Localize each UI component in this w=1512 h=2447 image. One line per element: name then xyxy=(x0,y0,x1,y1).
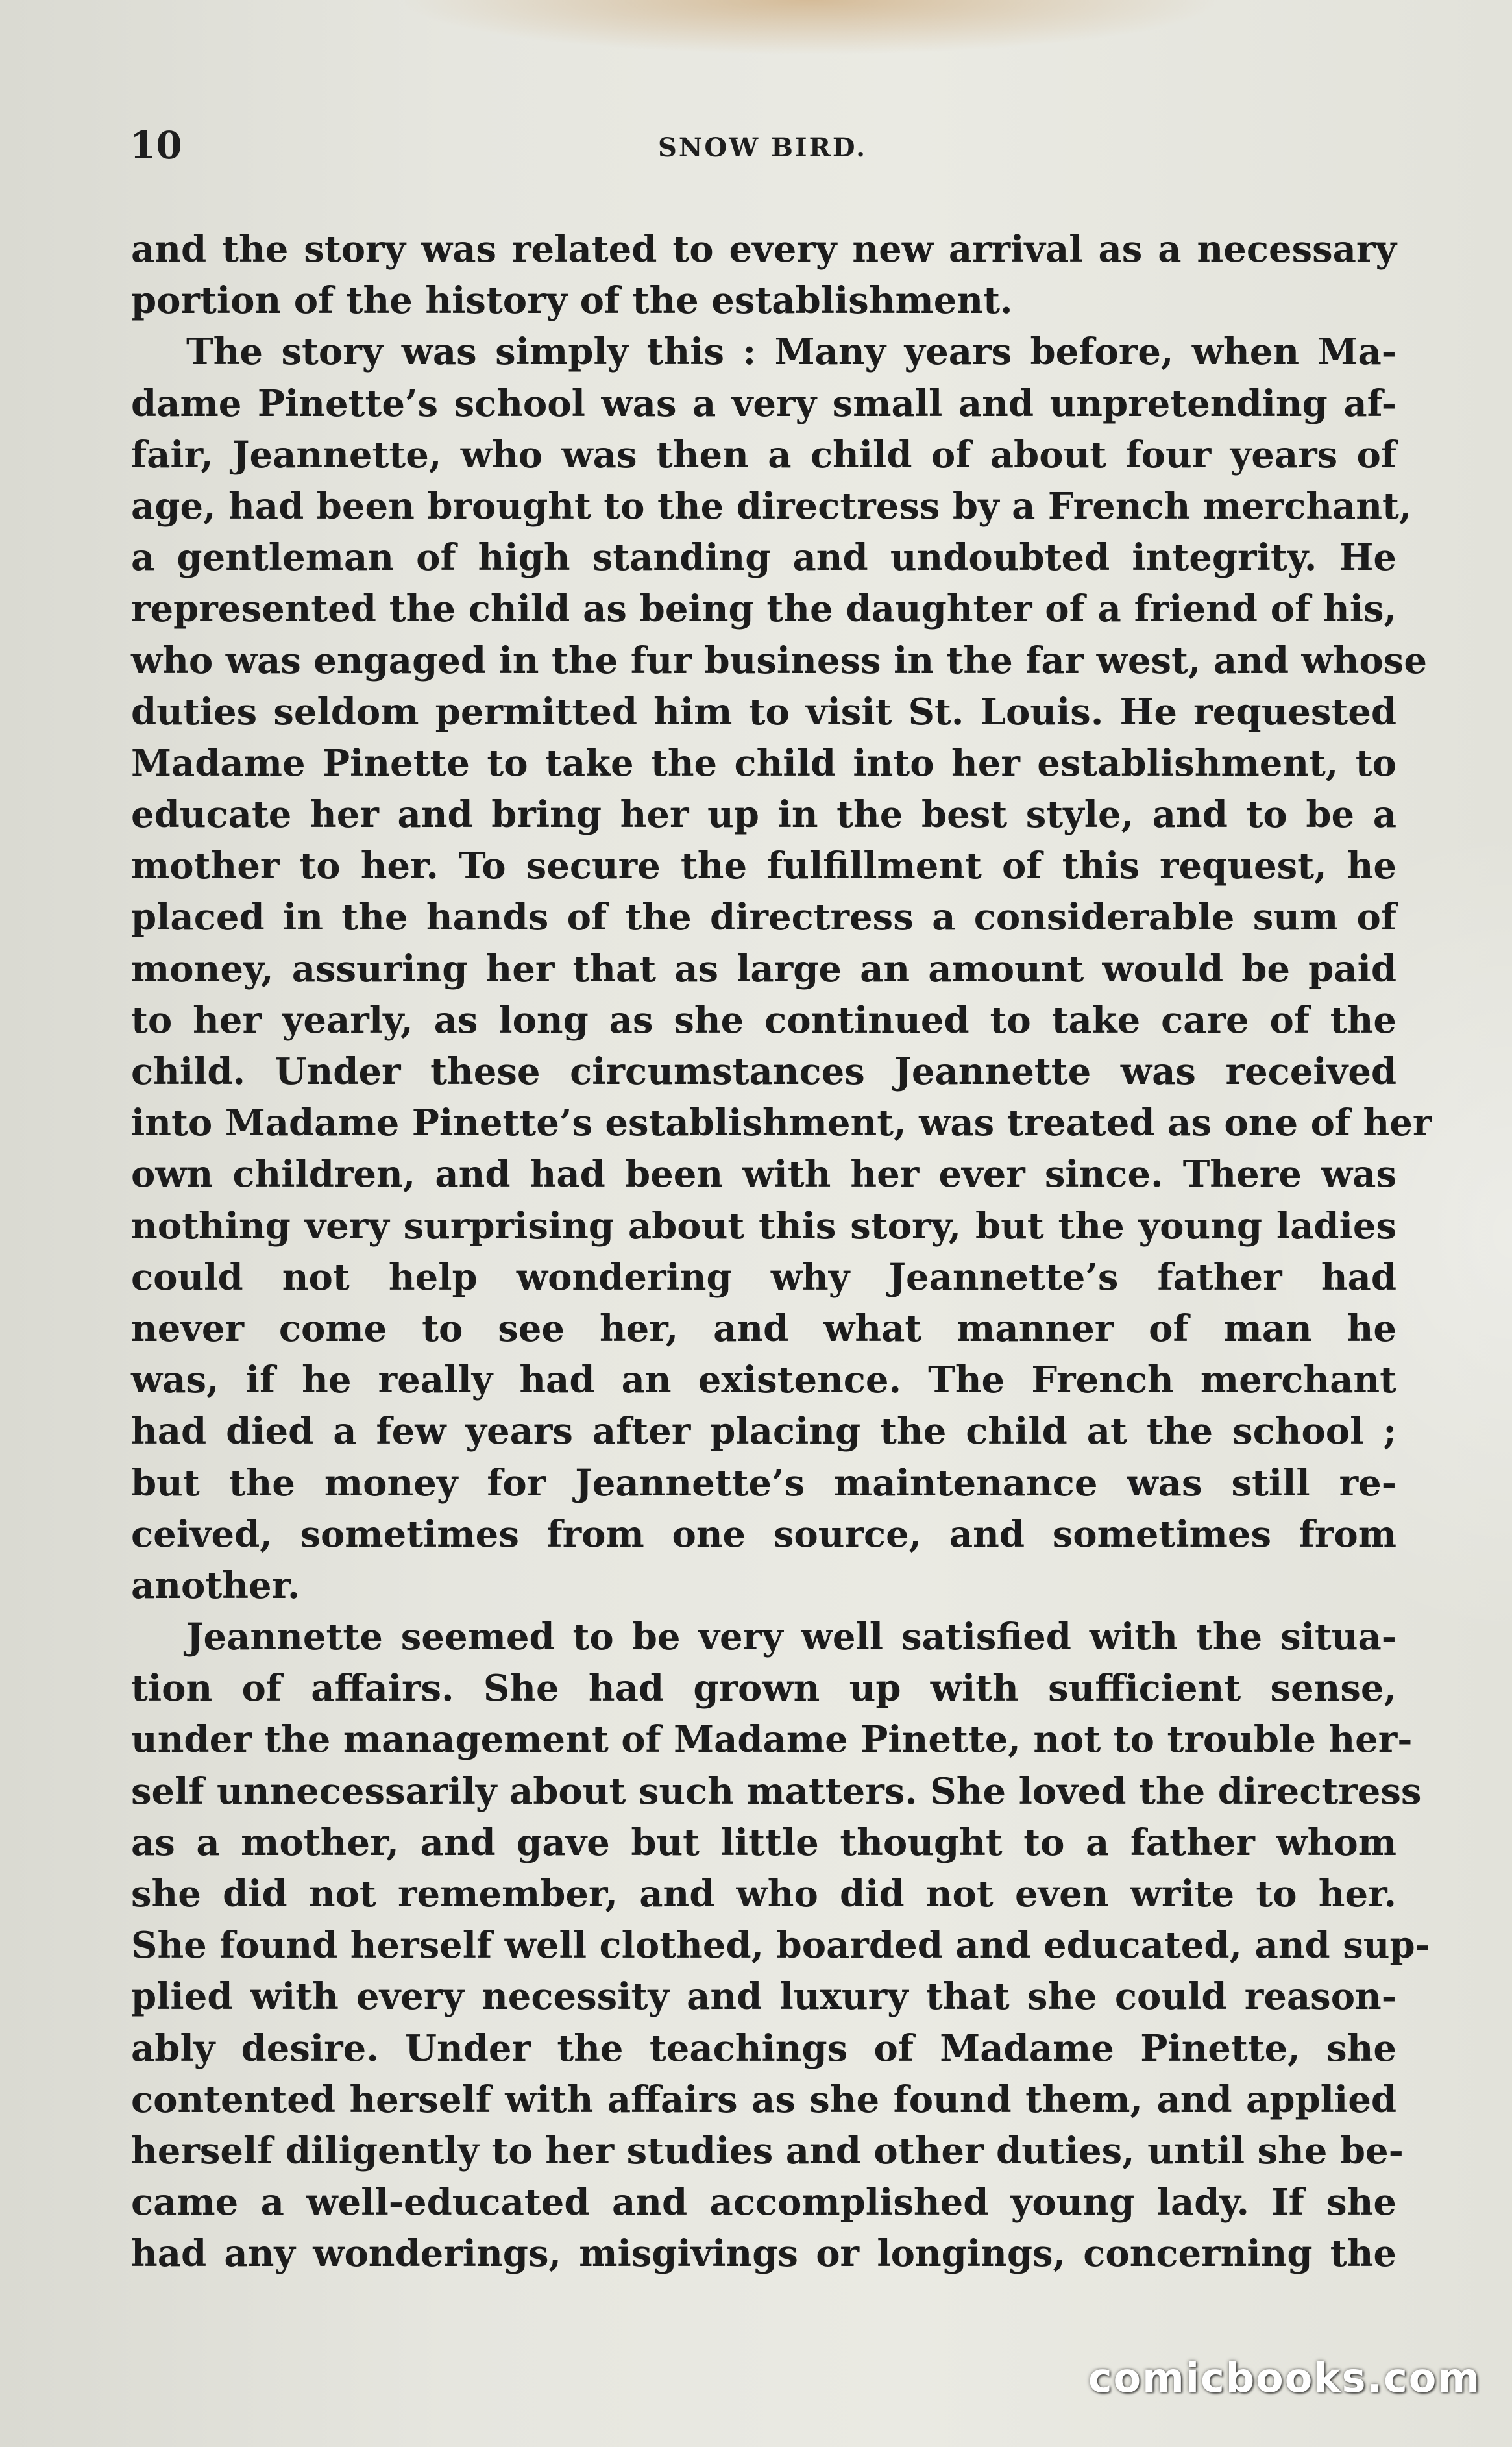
text-line: self unnecessarily about such matters. She loved the directress xyxy=(131,1769,1422,1813)
text-line: Jeannette seemed to be very well satisfied with the situa- xyxy=(186,1616,1396,1659)
text-line: age, had been brought to the directress by a French merchant, xyxy=(131,484,1412,528)
text-line: money, assuring her that as large an amount would be paid xyxy=(131,947,1396,990)
running-title: SNOW BIRD. xyxy=(657,132,868,163)
text-line: She found herself well clothed, boarded and educated, and sup- xyxy=(131,1924,1430,1967)
text-line: fair, Jeannette, who was then a child of about four years of xyxy=(131,433,1396,476)
text-line: and the story was related to every new arrival as a necessary xyxy=(131,228,1396,271)
text-line: dame Pinette’s school was a very small and unpretending af- xyxy=(131,382,1396,425)
body-text xyxy=(131,224,1432,2280)
text-line: duties seldom permitted him to visit St. Louis. He requested xyxy=(131,690,1396,733)
text-line: never come to see her, and what manner of man he xyxy=(131,1307,1396,1350)
text-line: represented the child as being the daughter of a friend of his, xyxy=(131,587,1396,631)
text-line: had died a few years after placing the child at the school ; xyxy=(131,1410,1396,1453)
text-line: into Madame Pinette’s establishment, was treated as one of her xyxy=(131,1101,1432,1145)
text-line: had any wonderings, misgivings or longings, concerning the xyxy=(131,2232,1396,2276)
text-line: who was engaged in the fur business in the far west, and whose xyxy=(131,639,1427,682)
text-line: ably desire. Under the teachings of Madame Pinette, she xyxy=(131,2026,1396,2070)
text-line: was, if he really had an existence. The French merchant xyxy=(131,1359,1396,1402)
text-line: could not help wondering why Jeannette’s father had xyxy=(131,1255,1396,1299)
text-line: placed in the hands of the directress a considerable sum of xyxy=(131,896,1396,939)
text-line: plied with every necessity and luxury that she could reason- xyxy=(131,1975,1396,2019)
text-line: under the management of Madame Pinette, not to trouble her- xyxy=(131,1718,1413,1762)
watermark-text: comicbooks.com xyxy=(1088,2354,1481,2402)
text-line: herself diligently to her studies and other duties, until she be- xyxy=(131,2129,1404,2172)
page-number: 10 xyxy=(130,123,182,167)
text-line: educate her and bring her up in the best style, and to be a xyxy=(131,793,1396,837)
text-line: another. xyxy=(131,1564,300,1607)
text-line: own children, and had been with her ever since. There was xyxy=(131,1153,1396,1196)
text-line: she did not remember, and who did not even write to her. xyxy=(131,1873,1396,1915)
text-line: ceived, sometimes from one source, and sometimes from xyxy=(131,1512,1396,1556)
text-line: portion of the history of the establishment. xyxy=(131,279,1013,323)
text-line: mother to her. To secure the fulfillment of this request, he xyxy=(131,844,1396,888)
text-line: contented herself with affairs as she found them, and applied xyxy=(131,2078,1396,2121)
text-line: but the money for Jeannette’s maintenance was still re- xyxy=(131,1461,1396,1505)
text-line: Madame Pinette to take the child into her establishment, to xyxy=(131,741,1396,785)
page-header xyxy=(130,123,1395,175)
text-line: to her yearly, as long as she continued to take care of the xyxy=(131,998,1396,1042)
text-line: nothing very surprising about this story, but the young ladies xyxy=(131,1204,1396,1248)
text-line: tion of affairs. She had grown up with sufficient sense, xyxy=(131,1667,1396,1710)
text-line: as a mother, and gave but little thought to a father whom xyxy=(131,1821,1396,1864)
text-line: The story was simply this : Many years before, when Ma- xyxy=(186,330,1396,374)
text-line: child. Under these circumstances Jeannette was received xyxy=(131,1050,1396,1093)
text-line: a gentleman of high standing and undoubted integrity. He xyxy=(131,536,1396,580)
text-line: came a well-educated and accomplished young lady. If she xyxy=(131,2181,1396,2224)
